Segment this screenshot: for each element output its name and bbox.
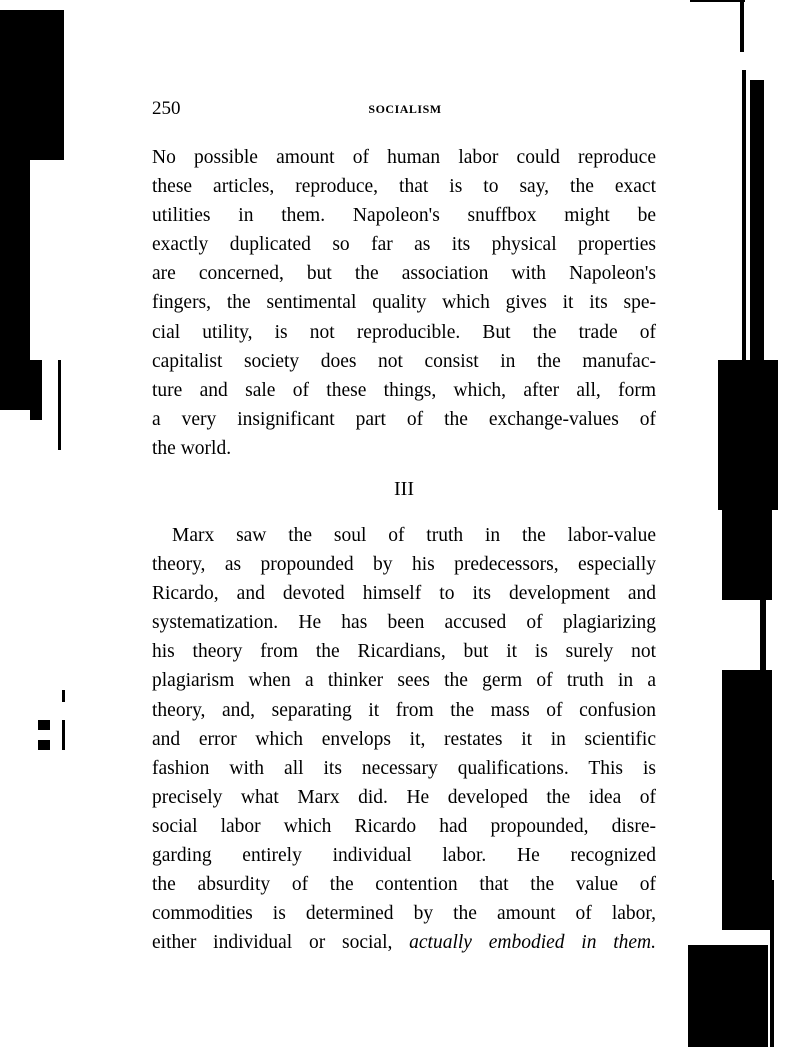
text-line: exactly duplicated so far as its physical properties [152, 234, 656, 256]
scan-edge-left [0, 150, 25, 410]
text-line: systematization. He has been accused of plagiarizing [152, 612, 656, 634]
text-line: his theory from the Ricardians, but it is surely not [152, 641, 656, 663]
page-number: 250 [152, 98, 181, 119]
text-line: theory, and, separating it from the mass of confusion [152, 699, 656, 721]
text-line: garding entirely individual labor. He recognized [152, 845, 656, 867]
italic-emphasis: actually embodied in them. [409, 932, 656, 954]
text-line: utilities in them. Napoleon's snuffbox might be [152, 205, 656, 227]
text-line: Ricardo, and devoted himself to its development and [152, 583, 656, 605]
text-line: theory, as propounded by his predecessors, especially [152, 554, 656, 576]
section-heading: III [394, 478, 414, 500]
scan-mark [38, 740, 50, 750]
text-line: these articles, reproduce, that is to say, the exact [152, 176, 656, 198]
paragraph-1 [152, 143, 656, 463]
scan-edge-right [690, 0, 745, 2]
scan-edge-right [760, 600, 766, 670]
text-line: social labor which Ricardo had propounded, disre- [152, 815, 656, 837]
text-line: Marx saw the soul of truth in the labor-value [172, 525, 656, 546]
text-line: plagiarism when a thinker sees the germ of truth in a [152, 670, 656, 692]
text-line-final [152, 928, 656, 957]
scan-edge-right [740, 0, 744, 52]
page-header [152, 98, 658, 124]
text-line: No possible amount of human labor could reproduce [152, 147, 656, 168]
text-line: the world. [152, 437, 232, 459]
scan-edge-right [718, 360, 778, 510]
scan-edge-right [688, 945, 768, 1047]
scan-edge-left [30, 360, 42, 420]
paragraph-2 [152, 521, 656, 957]
scan-mark [62, 720, 65, 750]
plain-text: either individual or social, [152, 932, 410, 954]
text-line: commodities is determined by the amount of labor, [152, 903, 656, 925]
scan-edge-left [0, 10, 64, 160]
running-head: SOCIALISM [368, 102, 442, 116]
scan-edge-right [722, 670, 772, 930]
scan-mark [38, 720, 50, 730]
text-line: capitalist society does not consist in the manufac- [152, 350, 656, 372]
scan-mark [58, 360, 61, 450]
text-line: precisely what Marx did. He developed the idea of [152, 786, 656, 808]
scan-edge-right [722, 500, 772, 600]
scan-edge-right [752, 290, 764, 350]
text-line: a very insignificant part of the exchange-values of [152, 408, 656, 430]
text-line: fashion with all its necessary qualifications. This is [152, 757, 656, 779]
scan-edge-right [742, 70, 746, 360]
text-line: and error which envelops it, restates it in scientific [152, 728, 656, 750]
text-line: the absurdity of the contention that the value of [152, 874, 656, 896]
scan-edge-right [770, 880, 774, 1047]
text-line: fingers, the sentimental quality which gives it its spe- [152, 292, 656, 314]
text-line: cial utility, is not reproducible. But the trade of [152, 321, 656, 343]
text-line: are concerned, but the association with Napoleon's [152, 263, 656, 285]
text-line: ture and sale of these things, which, after all, form [152, 379, 656, 401]
scan-mark [62, 690, 65, 702]
